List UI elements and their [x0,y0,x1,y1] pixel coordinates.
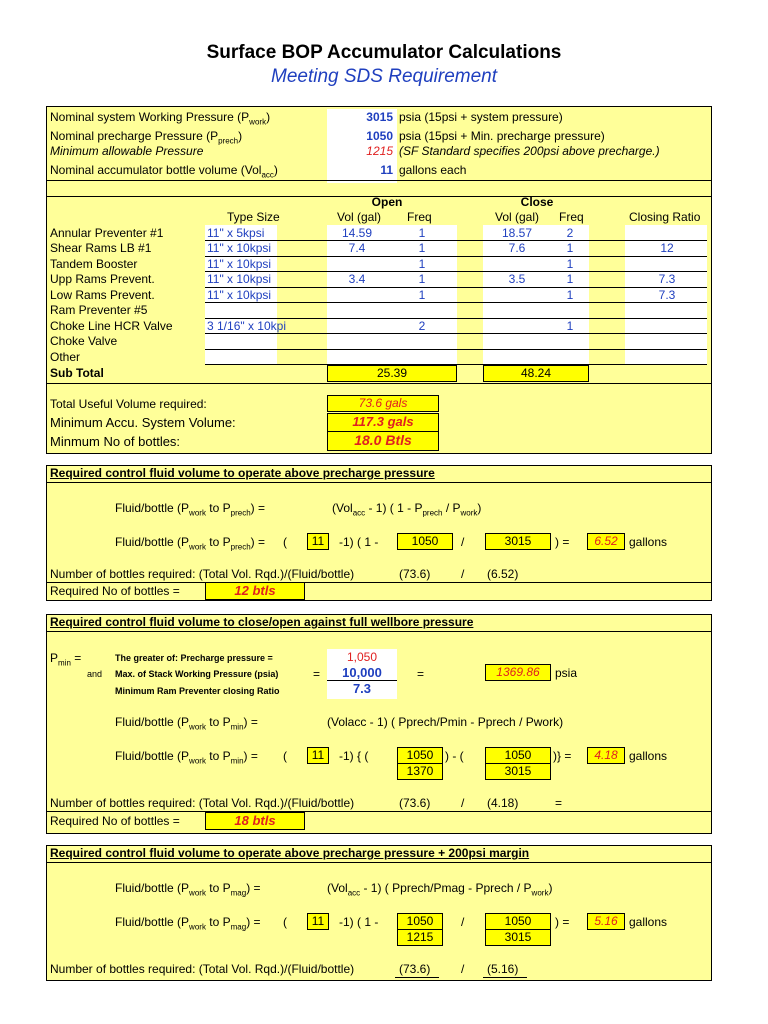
stack-pressure-label: Max. of Stack Working Pressure (psia) [115,669,279,679]
col-closing-ratio: Closing Ratio [629,210,701,224]
fluid-per-bottle: (4.18) [487,796,519,810]
subtotal-open: 25.39 [327,365,457,382]
page-subtitle: Meeting SDS Requirement [271,66,497,87]
row-freq-open[interactable]: 1 [418,257,426,271]
precharge-cell: 1050 [397,533,453,550]
param-bottle-volume-label: Nominal accumulator bottle volume (Vol$_{acc}$) [50,163,278,180]
fluid-per-bottle: (5.16) [487,962,519,976]
vol-acc-cell: 11 [307,747,329,764]
row-name: Choke Line HCR Valve [50,319,173,333]
row-freq-close[interactable]: 1 [566,272,574,286]
paren: ( [283,749,287,763]
row-name: Ram Preventer #5 [50,303,148,317]
formula-part: -1) ( 1 - [339,915,379,929]
fluid-bottle-label: Fluid/bottle ($P_{work}$ to $P_{min}$) = [115,715,258,732]
formula-part: -1) { ( [339,749,369,763]
formula-part: ) = [555,915,570,929]
fluid-bottle-label: Fluid/bottle ($P_{work}$ to $P_{prech}$) = [115,501,265,518]
denominator-cell: 1370 [397,763,443,780]
numerator-cell: 1050 [485,747,551,764]
param-min-pressure-note: (SF Standard specifies 200psi above precharge.) [399,144,660,158]
divide: / [461,535,465,549]
subtotal-close: 48.24 [483,365,589,382]
equals: = [417,667,425,681]
total-useful-value: 73.6 gals [327,395,439,412]
section-heading: Required control fluid volume to operate above precharge pressure + 200psi margin [50,846,530,860]
equals: = [555,796,563,810]
row-vol-close[interactable]: 3.5 [508,272,526,286]
page-title: Surface BOP Accumulator Calculations [206,42,562,63]
pmin-result: 1369.86 [485,664,551,681]
units: gallons [629,749,668,763]
section-heading: Required control fluid volume to close/open against full wellbore pressure [50,615,474,629]
row-freq-close[interactable]: 1 [566,241,574,255]
denominator-cell: 3015 [485,929,551,946]
divide: / [461,567,465,581]
bop-volume-table [46,106,712,454]
section-wellbore [46,614,712,834]
param-precharge-pressure-note: psia (15psi + Min. precharge pressure) [399,129,605,143]
total-volume: (73.6) [399,962,431,976]
units: gallons [629,535,668,549]
col-vol-open: Vol (gal) [337,210,382,224]
units: gallons [629,915,668,929]
open-header: Open [371,195,403,209]
divide: / [461,796,465,810]
min-system-value: 117.3 gals [327,413,439,432]
param-min-pressure-value[interactable]: 1215 [366,144,393,158]
row-ratio[interactable]: 7.3 [658,272,676,286]
row-freq-close[interactable]: 1 [566,288,574,302]
row-name: Tandem Booster [50,257,138,271]
row-type[interactable]: 11" x 10kpsi [207,241,272,255]
fluid-per-bottle: (6.52) [487,567,519,581]
section-margin [46,845,712,981]
paren: ( [283,915,287,929]
vol-acc-cell: 11 [307,533,329,550]
row-freq-open[interactable]: 1 [418,226,426,240]
formula: (Volacc - 1) ( Pprech/Pmin - Pprech / Pwork) [327,715,564,729]
row-name: Choke Valve [50,334,118,348]
numerator-cell: 1050 [397,747,443,764]
col-vol-close: Vol (gal) [495,210,540,224]
col-freq-open: Freq [407,210,432,224]
row-type[interactable]: 3 1/16" x 10kpi [207,319,286,333]
subtotal-label: Sub Total [50,366,104,380]
row-type[interactable]: 11" x 10kpsi [207,272,272,286]
formula-part: )} = [553,749,572,763]
row-name: Low Rams Prevent. [50,288,155,302]
row-ratio[interactable]: 7.3 [658,288,676,302]
total-volume: (73.6) [399,567,431,581]
divide: / [461,915,465,929]
row-freq-close[interactable]: 1 [566,319,574,333]
param-precharge-pressure-label: Nominal precharge Pressure $(P_{prech})$ [50,129,243,146]
min-bottles-value: 18.0 Btls [327,431,439,451]
row-vol-close[interactable]: 18.57 [501,226,533,240]
bottles-formula-label: Number of bottles required: (Total Vol. Rqd.)/(Fluid/bottle) [50,567,355,581]
row-freq-open[interactable]: 1 [418,241,426,255]
formula-part: ) - ( [445,749,464,763]
fluid-bottle-result: 4.18 [587,747,625,764]
fluid-bottle-label: Fluid/bottle ($P_{work}$ to $P_{mag}$) = [115,881,261,898]
row-freq-open[interactable]: 1 [418,272,426,286]
row-name: Other [50,350,81,364]
param-bottle-volume-note: gallons each [399,163,467,177]
closing-ratio-label: Minimum Ram Preventer closing Ratio [115,686,280,696]
bottles-formula-label: Number of bottles required: (Total Vol. Rqd.)/(Fluid/bottle) [50,962,355,976]
and-label: and [87,669,103,679]
bottles-formula-label: Number of bottles required: (Total Vol. Rqd.)/(Fluid/bottle) [50,796,355,810]
denominator-cell: 3015 [485,763,551,780]
greater-label: The greater of: Precharge pressure = [115,653,273,663]
row-type[interactable]: 11" x 5kpsi [207,226,265,240]
required-bottles-label: Required No of bottles = [50,584,180,598]
section-precharge [46,465,712,601]
row-name: Upp Rams Prevent. [50,272,155,286]
row-type[interactable]: 11" x 10kpsi [207,257,272,271]
col-freq-close: Freq [559,210,584,224]
row-vol-open[interactable]: 7.4 [348,241,366,255]
param-min-pressure-label: Minimum allowable Pressure [50,144,204,158]
fluid-bottle-label: Fluid/bottle ($P_{work}$ to $P_{prech}$) = [115,535,265,552]
close-header: Close [520,195,554,209]
pmin-label: $P_{min}$ = [50,651,82,668]
param-working-pressure-note: psia (15psi + system pressure) [399,110,563,124]
row-vol-close[interactable]: 7.6 [508,241,526,255]
precharge-value: 1,050 [346,650,378,664]
fluid-bottle-result: 5.16 [587,913,625,930]
required-bottles-label: Required No of bottles = [50,814,180,828]
denominator-cell: 1215 [397,929,443,946]
row-freq-close[interactable]: 1 [566,257,574,271]
row-freq-close[interactable]: 2 [566,226,574,240]
formula-part: -1) ( 1 - [339,535,379,549]
row-ratio[interactable]: 12 [660,241,674,255]
total-volume: (73.6) [399,796,431,810]
row-freq-open[interactable]: 2 [418,319,426,333]
units: psia [555,666,578,680]
divide: / [461,962,465,976]
param-bottle-volume-value[interactable]: 11 [380,163,393,177]
numerator-cell: 1050 [397,913,443,930]
row-vol-open[interactable]: 14.59 [341,226,373,240]
row-type[interactable]: 11" x 10kpsi [207,288,272,302]
section-heading: Required control fluid volume to operate above precharge pressure [50,466,435,480]
equals: = [313,667,321,681]
fluid-bottle-label: Fluid/bottle ($P_{work}$ to $P_{min}$) = [115,749,258,766]
row-freq-open[interactable]: 1 [418,288,426,302]
fluid-bottle-result: 6.52 [587,533,625,550]
work-pressure-cell: 3015 [485,533,551,550]
required-bottles-value: 18 btls [205,812,305,830]
total-useful-label: Total Useful Volume required: [50,397,207,411]
param-working-pressure-label: Nominal system Working Pressure $(P_{work})$ [50,110,271,127]
min-bottles-label: Minmum No of bottles: [50,434,181,449]
row-vol-open[interactable]: 3.4 [348,272,366,286]
formula-part: ) = [555,535,570,549]
min-system-label: Minimum Accu. System Volume: [50,415,236,430]
row-name: Shear Rams LB #1 [50,241,152,255]
param-working-pressure-value[interactable]: 3015 [366,110,393,124]
numerator-cell: 1050 [485,913,551,930]
col-type-size: Type Size [227,210,280,224]
closing-ratio-value: 7.3 [352,681,372,696]
stack-pressure-value: 10,000 [342,665,382,680]
paren: ( [283,535,287,549]
param-precharge-pressure-value[interactable]: 1050 [366,129,393,143]
required-bottles-value: 12 btls [205,582,305,600]
fluid-bottle-label: Fluid/bottle ($P_{work}$ to $P_{mag}$) = [115,915,261,932]
vol-acc-cell: 11 [307,913,329,930]
row-name: Annular Preventer #1 [50,226,164,240]
formula: (Vol$_{acc}$ - 1) ( Pprech/Pmag - Pprech / $P_{work}$) [327,881,553,898]
formula: (Vol$_{acc}$ - 1) ( $1 - P_{prech} / P_{work}$) [332,501,482,518]
